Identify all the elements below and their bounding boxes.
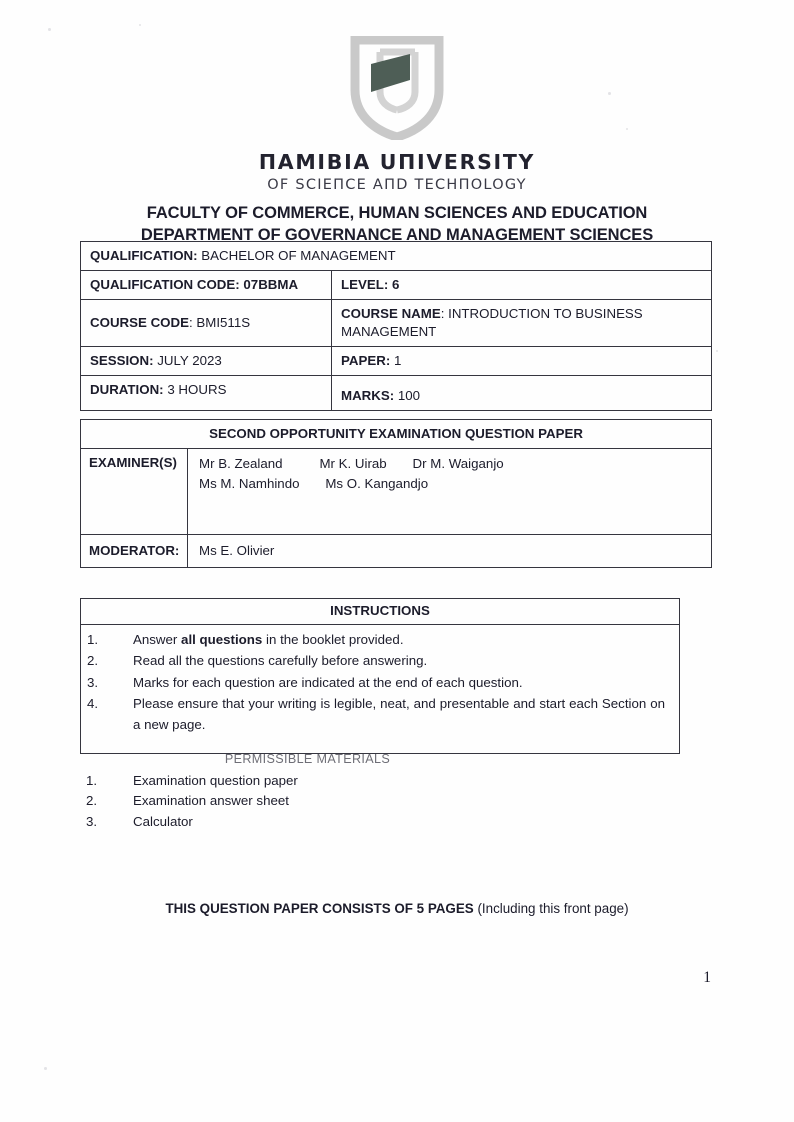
- instructions-title: INSTRUCTIONS: [81, 599, 679, 625]
- course-name-cell: [332, 300, 712, 347]
- course-name-value: : INTRODUCTION TO BUSINESS MANAGEMENT: [341, 306, 643, 340]
- nust-shield-logo: [349, 36, 445, 140]
- instructions-table: [80, 598, 680, 754]
- faculty-name: FACULTY OF COMMERCE, HUMAN SCIENCES AND EDUCATION: [146, 203, 648, 222]
- material-number: 2.: [86, 793, 98, 809]
- table-row: [81, 271, 712, 300]
- session-value: JULY 2023: [157, 353, 222, 369]
- page-count-normal: (Including this front page): [473, 901, 629, 916]
- course-code-label: COURSE CODE: [90, 315, 189, 331]
- department-name: DEPARTMENT OF GOVERNANCE AND MANAGEMENT SCIENCES: [140, 225, 654, 244]
- list-item: [80, 791, 600, 811]
- examiners-label: EXAMINER(S): [81, 449, 188, 535]
- scan-speck: [44, 1067, 47, 1070]
- paper-label: PAPER:: [341, 353, 391, 369]
- table-row: [81, 300, 712, 347]
- instruction-text-before: Answer: [133, 631, 182, 647]
- institution-header: [0, 150, 794, 246]
- course-code-value: : BMI511S: [189, 315, 251, 331]
- instruction-number: 3.: [87, 674, 99, 690]
- material-number: 1.: [86, 773, 98, 788]
- exam-paper-title: SECOND OPPORTUNITY EXAMINATION QUESTION PAPER: [81, 420, 712, 449]
- level-cell: [332, 271, 712, 300]
- list-item: [80, 812, 600, 832]
- qualification-code-label: QUALIFICATION CODE:: [90, 277, 240, 293]
- permissible-materials-title: PERMISSIBLE MATERIALS: [224, 752, 391, 766]
- instruction-number: 4.: [87, 696, 99, 712]
- list-item: [81, 694, 669, 735]
- page-count-bold: THIS QUESTION PAPER CONSISTS OF 5 PAGES: [165, 901, 474, 916]
- examiners-names-cell: [188, 449, 712, 535]
- examiner-line-1: Mr B. Zealand Mr K. Uirab Dr M. Waiganjo: [199, 456, 504, 472]
- qualification-label: QUALIFICATION:: [90, 248, 198, 263]
- instructions-body: [81, 625, 679, 753]
- instruction-text: [133, 630, 669, 651]
- table-row: [81, 242, 712, 271]
- instruction-number: 2.: [87, 653, 99, 669]
- session-cell: [81, 347, 332, 376]
- instruction-text: Read all the questions carefully before answering.: [133, 653, 428, 669]
- table-row: [81, 347, 712, 376]
- level-label: LEVEL:: [341, 277, 389, 293]
- table-row: [81, 420, 712, 449]
- marks-value: 100: [397, 388, 421, 404]
- scan-speck: [139, 24, 141, 26]
- duration-label: DURATION:: [90, 382, 164, 398]
- moderator-value: Ms E. Olivier: [188, 535, 712, 568]
- course-name-label: COURSE NAME: [341, 306, 441, 322]
- qualification-cell: [81, 242, 712, 271]
- moderator-label: MODERATOR:: [81, 535, 188, 568]
- instruction-text-after: in the booklet provided.: [262, 631, 404, 647]
- scan-speck: [48, 28, 51, 31]
- permissible-materials-list: [80, 771, 600, 832]
- course-code-cell: [81, 300, 332, 347]
- qualification-table: [80, 241, 712, 411]
- qualification-code-cell: [81, 271, 332, 300]
- qualification-code-value: 07BBMA: [243, 277, 299, 293]
- duration-value: 3 HOURS: [167, 382, 227, 398]
- instruction-number: 1.: [87, 631, 99, 647]
- duration-cell: [81, 376, 332, 411]
- logo-container: [0, 36, 794, 140]
- list-item: [80, 771, 600, 791]
- university-name-line1: ПAMIBIA UПIVERSITY: [258, 150, 536, 174]
- list-item: [81, 651, 669, 672]
- instruction-text-bold: all questions: [181, 631, 263, 647]
- university-name-line2: OF SCIEПCE AПD TECHПOLOGY: [267, 177, 527, 194]
- paper-cell: [332, 347, 712, 376]
- level-value: 6: [391, 277, 400, 293]
- instruction-text: Please ensure that your writing is legible, neat, and presentable and start each Section on a new page.: [133, 696, 665, 733]
- page-count-note: [0, 901, 794, 916]
- material-number: 3.: [86, 813, 98, 829]
- examiners-table: [80, 419, 712, 568]
- scan-speck: [716, 350, 718, 352]
- examiner-line-2: Ms M. Namhindo Ms O. Kangandjo: [199, 476, 429, 492]
- material-text: Calculator: [133, 813, 193, 829]
- table-row: [81, 535, 712, 568]
- marks-cell: [332, 376, 712, 411]
- marks-label: MARKS:: [341, 388, 395, 404]
- page-number: 1: [703, 969, 711, 986]
- material-text: Examination question paper: [133, 773, 298, 788]
- paper-value: 1: [393, 353, 402, 369]
- table-row: [81, 449, 712, 535]
- material-text: Examination answer sheet: [133, 793, 289, 809]
- session-label: SESSION:: [90, 353, 154, 369]
- instruction-text: Marks for each question are indicated at the end of each question.: [133, 674, 523, 690]
- table-row: [81, 376, 712, 411]
- list-item: [81, 630, 669, 651]
- qualification-value: BACHELOR OF MANAGEMENT: [201, 248, 396, 263]
- list-item: [81, 673, 669, 694]
